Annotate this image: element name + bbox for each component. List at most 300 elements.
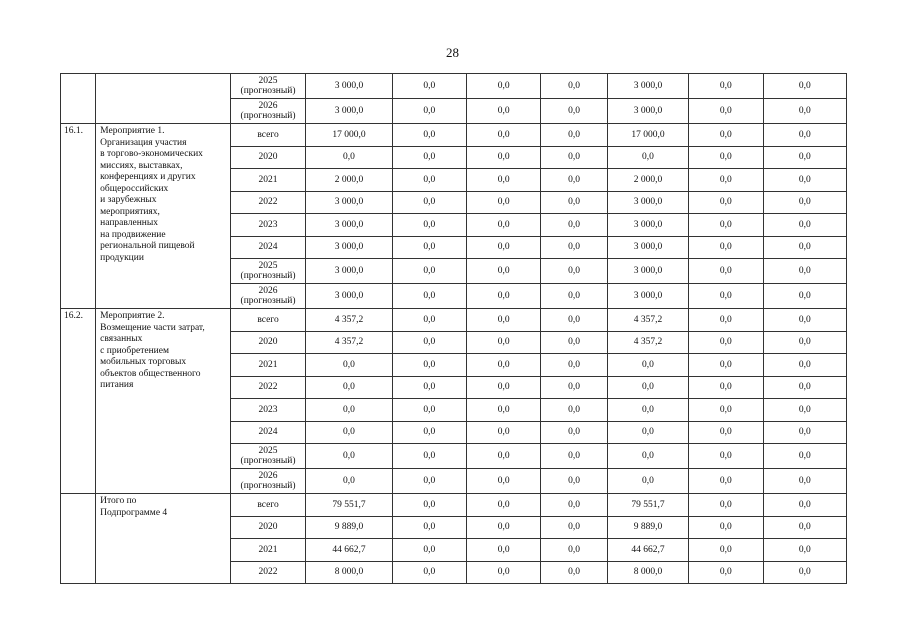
value-text: 0,0 xyxy=(423,567,436,578)
value-cell-7 xyxy=(763,376,846,399)
value-cell-7 xyxy=(763,169,846,192)
value-text: 0,0 xyxy=(423,476,436,486)
value-text: 0,0 xyxy=(798,404,811,415)
value-text: 3 000,0 xyxy=(334,106,364,116)
value-cell-1 xyxy=(306,494,392,517)
value-text: 17 000,0 xyxy=(631,129,665,140)
value-text: 3 000,0 xyxy=(633,106,663,116)
value-cell-5 xyxy=(607,399,688,422)
value-cell-6 xyxy=(689,146,763,169)
value-cell-3 xyxy=(467,376,541,399)
value-cell-4 xyxy=(541,539,607,562)
value-cell-7 xyxy=(763,444,846,469)
value-cell-3 xyxy=(467,284,541,309)
table-row xyxy=(61,309,847,332)
value-text: 0,0 xyxy=(423,106,436,116)
value-text: 0,0 xyxy=(568,404,580,415)
value-cell-3 xyxy=(467,494,541,517)
value-text: 0,0 xyxy=(343,451,355,461)
value-text: 0,0 xyxy=(423,337,436,348)
year-cell: 2025 (прогнозный) xyxy=(230,444,305,469)
value-cell-4 xyxy=(541,259,607,284)
year-cell: 2020 xyxy=(230,146,305,169)
year-cell: всего xyxy=(230,309,305,332)
value-cell-4 xyxy=(541,469,607,494)
value-cell-5 xyxy=(607,444,688,469)
value-cell-6 xyxy=(689,444,763,469)
value-text: 0,0 xyxy=(719,197,732,208)
value-text: 0,0 xyxy=(568,129,580,140)
value-cell-3 xyxy=(467,214,541,237)
value-cell-7 xyxy=(763,561,846,584)
value-cell-3 xyxy=(467,236,541,259)
section-number: 16.2. xyxy=(61,309,96,494)
value-cell-3 xyxy=(467,309,541,332)
page-number: 28 xyxy=(446,45,459,60)
value-cell-5 xyxy=(607,169,688,192)
value-cell-4 xyxy=(541,354,607,377)
value-text: 0,0 xyxy=(497,404,510,415)
year-cell: 2024 xyxy=(230,421,305,444)
value-cell-2 xyxy=(392,99,466,124)
value-cell-2 xyxy=(392,354,466,377)
value-text: 0,0 xyxy=(642,427,654,438)
value-text: 0,0 xyxy=(719,451,732,461)
value-cell-1 xyxy=(306,561,392,584)
value-cell-5 xyxy=(607,124,688,147)
value-cell-4 xyxy=(541,309,607,332)
name-cell xyxy=(96,74,231,124)
value-cell-4 xyxy=(541,516,607,539)
value-cell-7 xyxy=(763,74,846,99)
value-cell-6 xyxy=(689,399,763,422)
value-text: 0,0 xyxy=(568,522,580,533)
value-text: 0,0 xyxy=(798,174,811,185)
value-cell-4 xyxy=(541,124,607,147)
value-cell-6 xyxy=(689,354,763,377)
value-text: 0,0 xyxy=(497,129,510,140)
value-text: 0,0 xyxy=(423,129,436,140)
table-row xyxy=(61,494,847,517)
value-text: 0,0 xyxy=(497,499,510,510)
value-cell-2 xyxy=(392,399,466,422)
value-cell-5 xyxy=(607,284,688,309)
value-text: 0,0 xyxy=(497,291,510,301)
value-cell-2 xyxy=(392,284,466,309)
value-cell-7 xyxy=(763,191,846,214)
value-text: 3 000,0 xyxy=(334,81,364,91)
value-text: 0,0 xyxy=(719,337,732,348)
value-text: 0,0 xyxy=(568,451,580,461)
value-text: 0,0 xyxy=(423,382,436,393)
value-text: 0,0 xyxy=(568,106,580,116)
value-text: 0,0 xyxy=(719,567,732,578)
value-cell-1 xyxy=(306,259,392,284)
value-text: 0,0 xyxy=(719,499,732,510)
value-cell-4 xyxy=(541,99,607,124)
value-text: 0,0 xyxy=(798,129,811,140)
value-cell-1 xyxy=(306,309,392,332)
value-cell-5 xyxy=(607,331,688,354)
value-cell-2 xyxy=(392,74,466,99)
value-cell-2 xyxy=(392,214,466,237)
value-cell-5 xyxy=(607,74,688,99)
year-cell: всего xyxy=(230,494,305,517)
value-text: 0,0 xyxy=(719,291,732,301)
year-cell: 2026 (прогнозный) xyxy=(230,469,305,494)
value-cell-1 xyxy=(306,376,392,399)
value-cell-5 xyxy=(607,191,688,214)
number-cell xyxy=(61,74,96,124)
value-cell-4 xyxy=(541,376,607,399)
value-text: 0,0 xyxy=(423,242,436,253)
value-text: 0,0 xyxy=(568,382,580,393)
value-cell-1 xyxy=(306,74,392,99)
value-text: 0,0 xyxy=(642,382,654,393)
value-cell-2 xyxy=(392,376,466,399)
value-text: 0,0 xyxy=(719,219,732,230)
value-text: 0,0 xyxy=(568,81,580,91)
value-text: 0,0 xyxy=(568,291,580,301)
value-text: 0,0 xyxy=(719,314,732,325)
value-text: 0,0 xyxy=(719,544,732,555)
value-cell-2 xyxy=(392,561,466,584)
value-text: 0,0 xyxy=(798,567,811,578)
year-cell: 2025 (прогнозный) xyxy=(230,259,305,284)
value-cell-7 xyxy=(763,284,846,309)
budget-table xyxy=(60,73,847,584)
value-text: 0,0 xyxy=(798,451,811,461)
value-text: 0,0 xyxy=(423,152,436,163)
value-text: 0,0 xyxy=(423,197,436,208)
year-cell: 2021 xyxy=(230,539,305,562)
value-cell-2 xyxy=(392,191,466,214)
value-cell-3 xyxy=(467,399,541,422)
value-text: 0,0 xyxy=(497,476,510,486)
value-cell-6 xyxy=(689,469,763,494)
value-text: 0,0 xyxy=(719,152,732,163)
year-cell: 2021 xyxy=(230,354,305,377)
value-cell-5 xyxy=(607,99,688,124)
value-cell-1 xyxy=(306,169,392,192)
value-text: 0,0 xyxy=(568,359,580,370)
value-cell-2 xyxy=(392,331,466,354)
value-text: 0,0 xyxy=(798,219,811,230)
year-cell: 2020 xyxy=(230,516,305,539)
value-text: 4 357,2 xyxy=(633,314,663,325)
value-text: 0,0 xyxy=(423,174,436,185)
value-cell-4 xyxy=(541,191,607,214)
value-text: 3 000,0 xyxy=(334,197,364,208)
year-cell: 2022 xyxy=(230,376,305,399)
value-cell-3 xyxy=(467,516,541,539)
value-text: 0,0 xyxy=(798,266,811,276)
value-cell-5 xyxy=(607,354,688,377)
year-cell: 2022 xyxy=(230,191,305,214)
value-text: 0,0 xyxy=(423,404,436,415)
value-cell-4 xyxy=(541,494,607,517)
year-cell: всего xyxy=(230,124,305,147)
value-text: 0,0 xyxy=(497,314,510,325)
value-cell-3 xyxy=(467,421,541,444)
value-text: 0,0 xyxy=(497,106,510,116)
value-text: 79 551,7 xyxy=(631,499,665,510)
value-cell-2 xyxy=(392,444,466,469)
value-cell-3 xyxy=(467,124,541,147)
value-text: 0,0 xyxy=(343,476,355,486)
value-text: 9 889,0 xyxy=(633,522,663,533)
value-cell-4 xyxy=(541,284,607,309)
value-cell-2 xyxy=(392,516,466,539)
value-text: 0,0 xyxy=(568,152,580,163)
value-cell-1 xyxy=(306,99,392,124)
value-cell-3 xyxy=(467,99,541,124)
value-text: 0,0 xyxy=(719,427,732,438)
value-cell-5 xyxy=(607,539,688,562)
value-text: 0,0 xyxy=(798,476,811,486)
value-cell-1 xyxy=(306,399,392,422)
value-text: 0,0 xyxy=(798,427,811,438)
value-text: 0,0 xyxy=(719,106,732,116)
value-text: 0,0 xyxy=(497,359,510,370)
value-cell-4 xyxy=(541,331,607,354)
value-cell-3 xyxy=(467,191,541,214)
value-text: 3 000,0 xyxy=(334,242,364,253)
table-row xyxy=(61,124,847,147)
value-text: 0,0 xyxy=(798,81,811,91)
value-cell-1 xyxy=(306,124,392,147)
value-text: 8 000,0 xyxy=(334,567,364,578)
value-text: 0,0 xyxy=(719,522,732,533)
value-cell-3 xyxy=(467,469,541,494)
value-cell-7 xyxy=(763,354,846,377)
value-text: 3 000,0 xyxy=(633,266,663,276)
value-cell-1 xyxy=(306,214,392,237)
value-text: 0,0 xyxy=(568,242,580,253)
value-text: 0,0 xyxy=(497,451,510,461)
value-text: 0,0 xyxy=(497,337,510,348)
value-cell-1 xyxy=(306,146,392,169)
value-text: 44 662,7 xyxy=(631,544,665,555)
year-cell: 2026 (прогнозный) xyxy=(230,99,305,124)
value-text: 0,0 xyxy=(568,219,580,230)
value-cell-6 xyxy=(689,124,763,147)
value-text: 0,0 xyxy=(423,314,436,325)
value-text: 0,0 xyxy=(642,451,654,461)
value-text: 0,0 xyxy=(497,382,510,393)
value-text: 0,0 xyxy=(423,81,436,91)
year-cell: 2026 (прогнозный) xyxy=(230,284,305,309)
value-cell-5 xyxy=(607,309,688,332)
value-text: 0,0 xyxy=(497,522,510,533)
value-cell-7 xyxy=(763,469,846,494)
value-cell-7 xyxy=(763,259,846,284)
value-cell-1 xyxy=(306,469,392,494)
value-cell-6 xyxy=(689,191,763,214)
value-text: 0,0 xyxy=(798,359,811,370)
value-text: 0,0 xyxy=(497,81,510,91)
value-text: 0,0 xyxy=(642,152,654,163)
value-cell-7 xyxy=(763,399,846,422)
value-cell-7 xyxy=(763,539,846,562)
value-text: 0,0 xyxy=(719,476,732,486)
value-cell-7 xyxy=(763,421,846,444)
value-cell-3 xyxy=(467,561,541,584)
value-text: 0,0 xyxy=(343,404,355,415)
value-text: 0,0 xyxy=(568,197,580,208)
value-cell-7 xyxy=(763,309,846,332)
section-name: Мероприятие 1. Организация участия в торгово-экономических миссиях, выставках, конференциях и других общероссийских и зарубежных мероприятиях, направленных на продвижение региональной пищевой продукции xyxy=(96,124,231,309)
value-cell-1 xyxy=(306,331,392,354)
year-cell: 2024 xyxy=(230,236,305,259)
value-text: 0,0 xyxy=(719,81,732,91)
value-cell-3 xyxy=(467,331,541,354)
value-text: 0,0 xyxy=(798,106,811,116)
value-cell-6 xyxy=(689,236,763,259)
value-text: 3 000,0 xyxy=(334,291,364,301)
value-text: 0,0 xyxy=(497,197,510,208)
value-cell-1 xyxy=(306,284,392,309)
value-text: 0,0 xyxy=(798,382,811,393)
value-text: 17 000,0 xyxy=(332,129,366,140)
value-text: 0,0 xyxy=(798,291,811,301)
value-text: 3 000,0 xyxy=(334,266,364,276)
value-text: 0,0 xyxy=(798,544,811,555)
value-text: 3 000,0 xyxy=(633,197,663,208)
value-cell-5 xyxy=(607,469,688,494)
value-cell-3 xyxy=(467,169,541,192)
value-text: 0,0 xyxy=(497,544,510,555)
section-number xyxy=(61,494,96,584)
value-text: 4 357,2 xyxy=(633,337,663,348)
value-cell-4 xyxy=(541,169,607,192)
value-text: 0,0 xyxy=(642,404,654,415)
value-cell-6 xyxy=(689,74,763,99)
value-text: 0,0 xyxy=(423,266,436,276)
value-cell-5 xyxy=(607,376,688,399)
value-cell-6 xyxy=(689,539,763,562)
value-cell-6 xyxy=(689,494,763,517)
value-text: 0,0 xyxy=(798,197,811,208)
value-text: 0,0 xyxy=(423,427,436,438)
year-cell: 2023 xyxy=(230,399,305,422)
value-cell-6 xyxy=(689,331,763,354)
value-cell-5 xyxy=(607,421,688,444)
value-text: 0,0 xyxy=(343,427,355,438)
value-cell-2 xyxy=(392,169,466,192)
value-cell-4 xyxy=(541,421,607,444)
value-cell-6 xyxy=(689,309,763,332)
value-cell-5 xyxy=(607,259,688,284)
value-cell-4 xyxy=(541,444,607,469)
value-text: 0,0 xyxy=(568,337,580,348)
value-cell-2 xyxy=(392,421,466,444)
value-cell-1 xyxy=(306,516,392,539)
value-cell-7 xyxy=(763,99,846,124)
value-text: 3 000,0 xyxy=(633,291,663,301)
value-cell-5 xyxy=(607,516,688,539)
value-text: 0,0 xyxy=(497,567,510,578)
value-text: 3 000,0 xyxy=(633,219,663,230)
value-text: 0,0 xyxy=(798,152,811,163)
year-cell: 2023 xyxy=(230,214,305,237)
value-cell-1 xyxy=(306,539,392,562)
value-text: 0,0 xyxy=(798,242,811,253)
value-cell-3 xyxy=(467,146,541,169)
value-text: 4 357,2 xyxy=(334,314,364,325)
value-text: 0,0 xyxy=(568,266,580,276)
value-text: 0,0 xyxy=(423,451,436,461)
value-cell-3 xyxy=(467,259,541,284)
value-cell-5 xyxy=(607,236,688,259)
value-cell-1 xyxy=(306,191,392,214)
value-cell-2 xyxy=(392,259,466,284)
value-text: 0,0 xyxy=(719,242,732,253)
value-cell-6 xyxy=(689,99,763,124)
value-text: 0,0 xyxy=(719,382,732,393)
value-text: 0,0 xyxy=(568,476,580,486)
value-cell-6 xyxy=(689,421,763,444)
value-cell-1 xyxy=(306,354,392,377)
year-cell: 2025 (прогнозный) xyxy=(230,74,305,99)
value-cell-7 xyxy=(763,236,846,259)
value-text: 2 000,0 xyxy=(633,174,663,185)
section-number: 16.1. xyxy=(61,124,96,309)
value-cell-1 xyxy=(306,236,392,259)
value-text: 0,0 xyxy=(798,522,811,533)
value-text: 9 889,0 xyxy=(334,522,364,533)
value-text: 0,0 xyxy=(497,266,510,276)
value-text: 3 000,0 xyxy=(334,219,364,230)
value-cell-3 xyxy=(467,74,541,99)
value-cell-4 xyxy=(541,236,607,259)
value-cell-4 xyxy=(541,214,607,237)
value-text: 0,0 xyxy=(568,427,580,438)
value-text: 0,0 xyxy=(642,359,654,370)
value-text: 4 357,2 xyxy=(334,337,364,348)
value-cell-5 xyxy=(607,561,688,584)
value-text: 0,0 xyxy=(719,404,732,415)
value-cell-4 xyxy=(541,74,607,99)
value-cell-5 xyxy=(607,494,688,517)
year-cell: 2022 xyxy=(230,561,305,584)
value-text: 0,0 xyxy=(568,499,580,510)
table-row xyxy=(61,74,847,99)
value-cell-2 xyxy=(392,494,466,517)
value-cell-3 xyxy=(467,444,541,469)
value-cell-3 xyxy=(467,354,541,377)
value-text: 3 000,0 xyxy=(633,242,663,253)
value-text: 0,0 xyxy=(423,544,436,555)
value-cell-2 xyxy=(392,469,466,494)
value-text: 0,0 xyxy=(719,129,732,140)
section-name: Мероприятие 2. Возмещение части затрат, связанных с приобретением мобильных торговых объектов общественного питания xyxy=(96,309,231,494)
value-cell-6 xyxy=(689,284,763,309)
value-cell-4 xyxy=(541,561,607,584)
value-cell-7 xyxy=(763,516,846,539)
value-text: 0,0 xyxy=(798,499,811,510)
value-cell-6 xyxy=(689,516,763,539)
value-cell-2 xyxy=(392,309,466,332)
value-text: 2 000,0 xyxy=(334,174,364,185)
value-cell-4 xyxy=(541,146,607,169)
value-text: 0,0 xyxy=(568,544,580,555)
value-cell-6 xyxy=(689,169,763,192)
value-cell-1 xyxy=(306,421,392,444)
value-text: 0,0 xyxy=(343,152,355,163)
value-text: 0,0 xyxy=(798,314,811,325)
value-text: 0,0 xyxy=(719,359,732,370)
